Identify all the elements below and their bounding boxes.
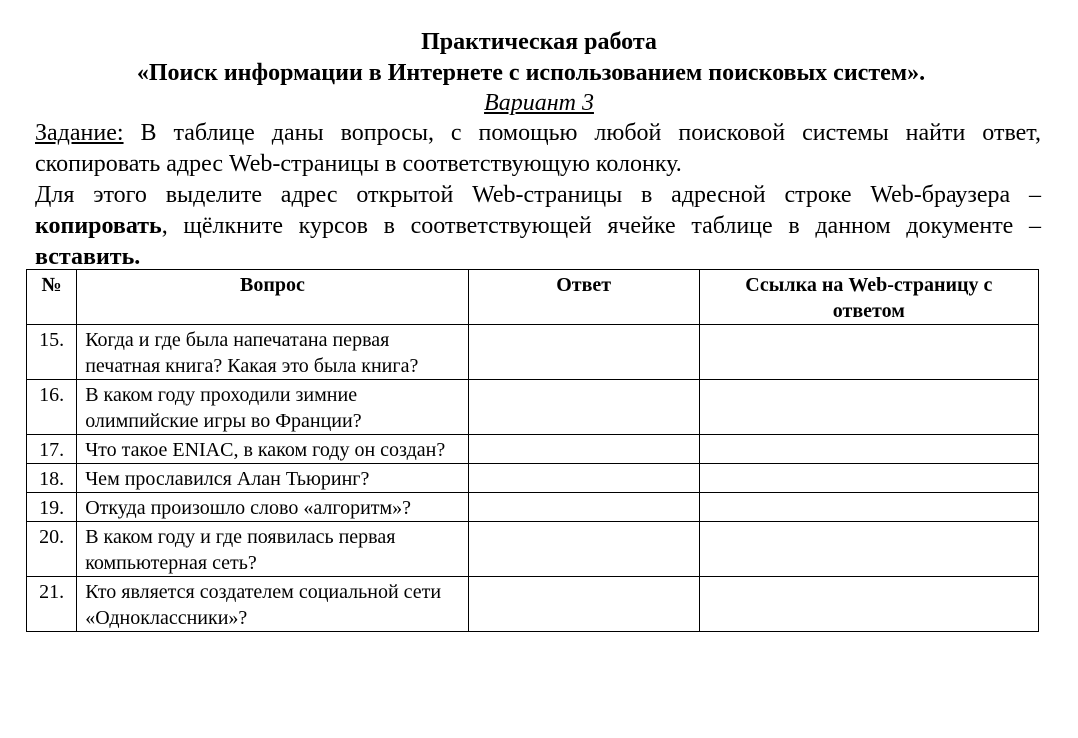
row-question: В каком году и где появилась первая компьютерная сеть? xyxy=(77,522,469,577)
header-answer: Ответ xyxy=(468,270,699,325)
table-row xyxy=(27,325,1039,380)
document-title: Практическая работа xyxy=(421,29,657,55)
row-number: 15. xyxy=(27,325,77,380)
row-answer-cell[interactable] xyxy=(468,522,699,577)
row-answer-cell[interactable] xyxy=(468,435,699,464)
questions-table xyxy=(26,269,1039,632)
row-answer-cell[interactable] xyxy=(468,493,699,522)
row-answer-cell[interactable] xyxy=(468,325,699,380)
table-row xyxy=(27,435,1039,464)
row-question: Откуда произошло слово «алгоритм»? xyxy=(77,493,469,522)
row-question: В каком году проходили зимние олимпийские игры во Франции? xyxy=(77,380,469,435)
task-text-1: В таблице даны вопросы, с помощью любой поисковой системы найти ответ, скопировать адрес Web-страницы в соответствующую колонку. xyxy=(35,120,1041,177)
paste-keyword: вставить. xyxy=(35,244,141,270)
row-link-cell[interactable] xyxy=(699,577,1038,632)
row-question: Когда и где была напечатана первая печатная книга? Какая это была книга? xyxy=(77,325,469,380)
header-link: Ссылка на Web-страницу с ответом xyxy=(699,270,1038,325)
header-question: Вопрос xyxy=(77,270,469,325)
task-description xyxy=(35,118,1041,273)
table-row xyxy=(27,522,1039,577)
row-answer-cell[interactable] xyxy=(468,464,699,493)
task-paragraph-2 xyxy=(35,180,1041,273)
row-question: Что такое ENIAC, в каком году он создан? xyxy=(77,435,469,464)
table-row xyxy=(27,493,1039,522)
row-number: 18. xyxy=(27,464,77,493)
task-text-2a: Для этого выделите адрес открытой Web-страницы в адресной строке Web-браузера – xyxy=(35,182,1041,208)
row-number: 17. xyxy=(27,435,77,464)
row-link-cell[interactable] xyxy=(699,325,1038,380)
row-link-cell[interactable] xyxy=(699,435,1038,464)
copy-keyword: копировать xyxy=(35,213,162,239)
row-number: 21. xyxy=(27,577,77,632)
row-answer-cell[interactable] xyxy=(468,577,699,632)
row-number: 19. xyxy=(27,493,77,522)
row-number: 16. xyxy=(27,380,77,435)
table-row xyxy=(27,464,1039,493)
task-paragraph-1 xyxy=(35,118,1041,180)
row-answer-cell[interactable] xyxy=(468,380,699,435)
variant-label: Вариант 3 xyxy=(484,90,594,116)
row-question: Чем прославился Алан Тьюринг? xyxy=(77,464,469,493)
row-link-cell[interactable] xyxy=(699,380,1038,435)
row-link-cell[interactable] xyxy=(699,464,1038,493)
row-number: 20. xyxy=(27,522,77,577)
header-number: № xyxy=(27,270,77,325)
task-text-2b: , щёлкните курсов в соответствующей ячейке таблице в данном документе – xyxy=(161,213,1041,239)
task-label: Задание: xyxy=(35,120,124,146)
table-row xyxy=(27,577,1039,632)
row-question: Кто является создателем социальной сети «Одноклассники»? xyxy=(77,577,469,632)
document-subtitle: «Поиск информации в Интернете с использованием поисковых систем». xyxy=(136,60,926,86)
table-header-row xyxy=(27,270,1039,325)
row-link-cell[interactable] xyxy=(699,522,1038,577)
row-link-cell[interactable] xyxy=(699,493,1038,522)
table-row xyxy=(27,380,1039,435)
